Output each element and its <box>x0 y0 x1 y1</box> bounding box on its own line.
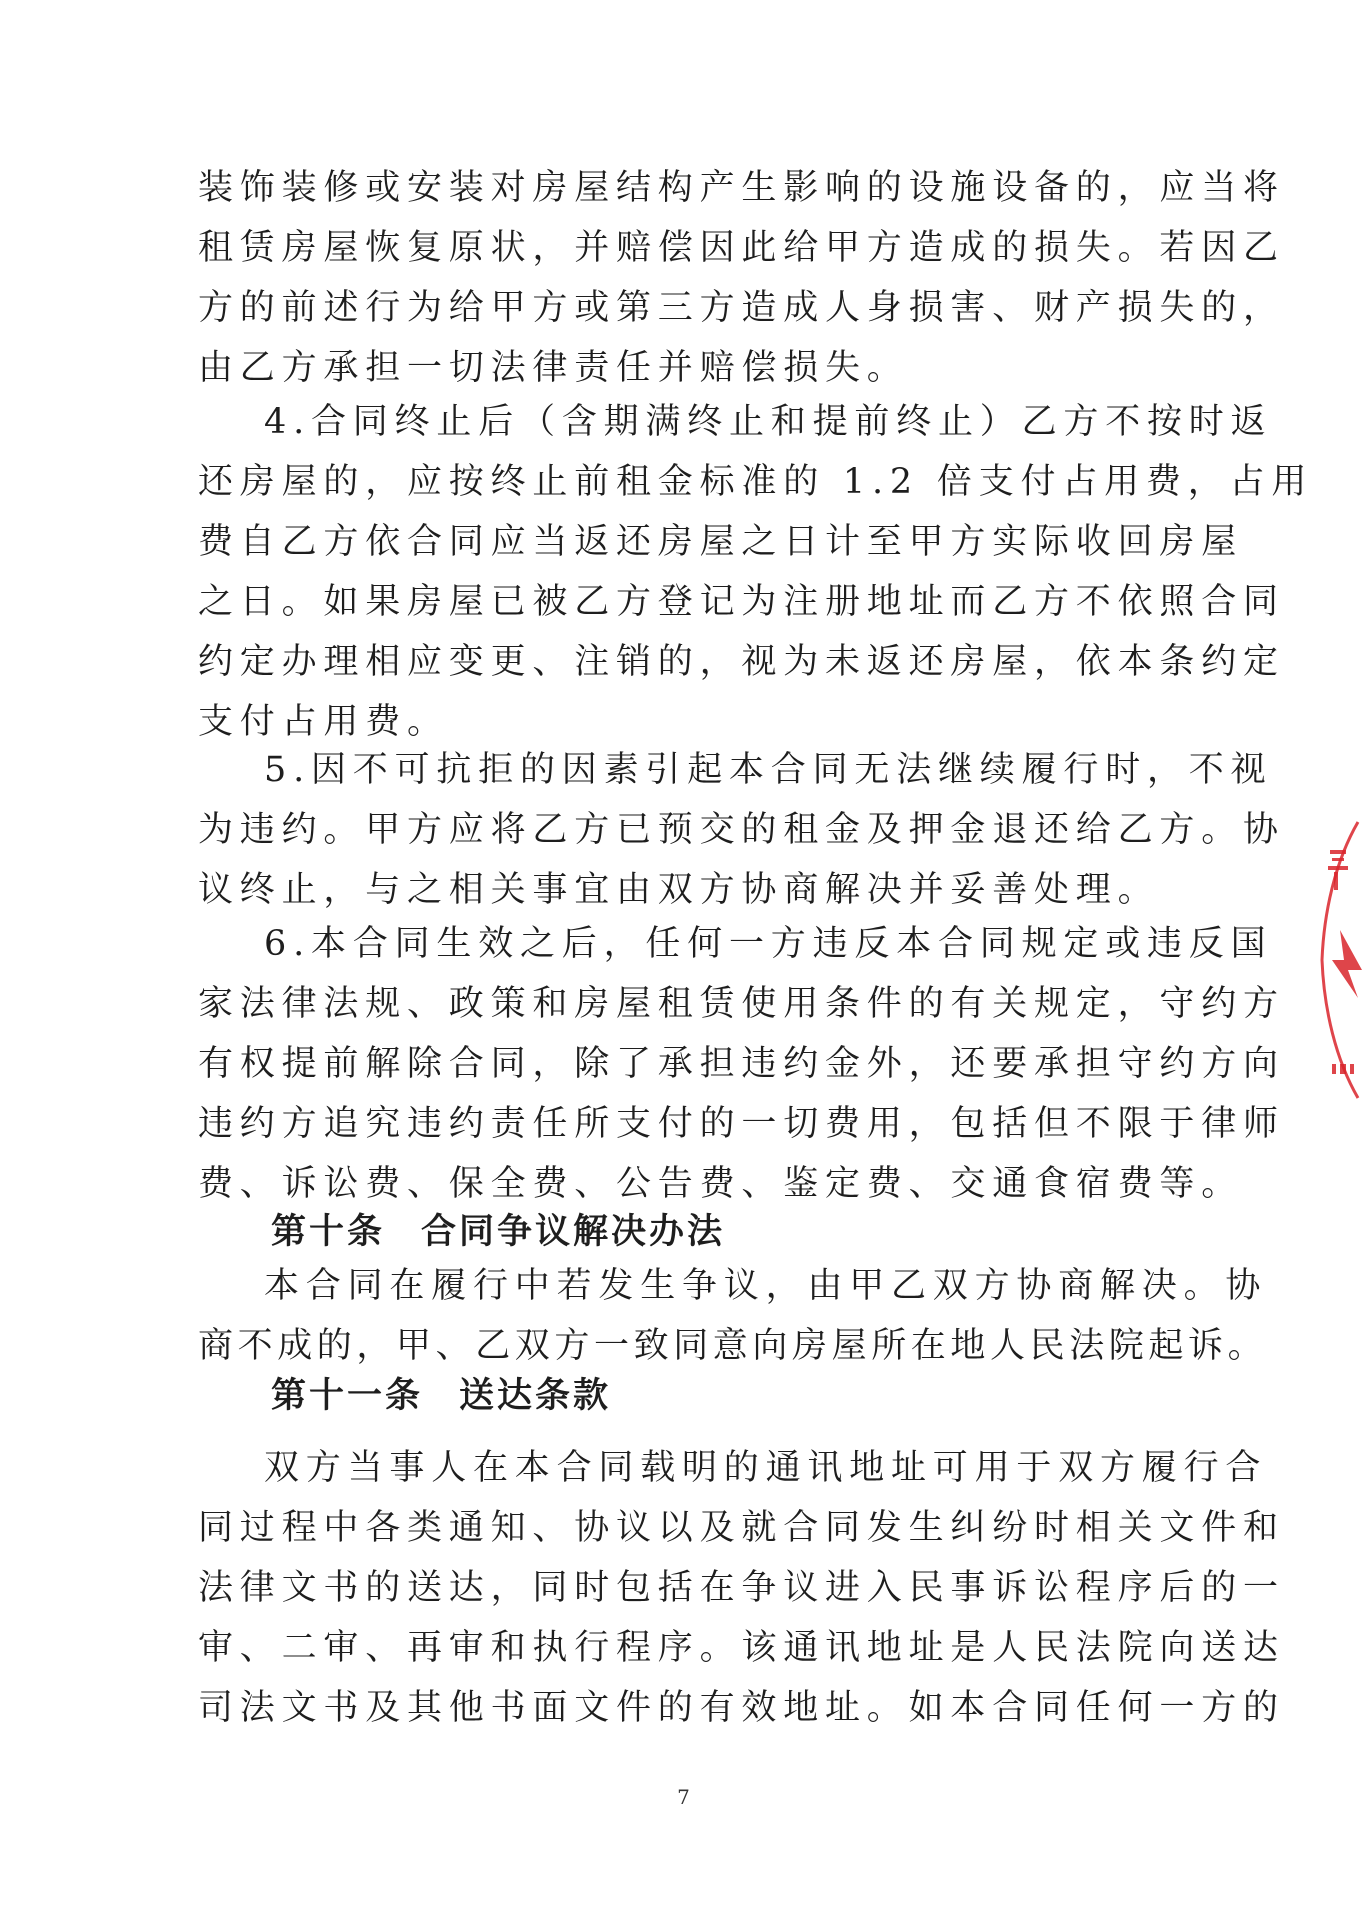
text-line: 6.本合同生效之后，任何一方违反本合同规定或违反国 <box>264 924 1273 964</box>
article-11-title: 送达条款 <box>459 1375 612 1416</box>
article-10-number: 第十条 <box>271 1211 386 1252</box>
paragraph-clause-3-continued <box>198 158 1285 398</box>
text-line: 装饰装修或安装对房屋结构产生影响的设施设备的，应当将 <box>198 168 1285 208</box>
text-line: 4.合同终止后（含期满终止和提前终止）乙方不按时返 <box>264 402 1273 442</box>
paragraph-clause-5 <box>198 740 1285 920</box>
text-line: 5.因不可抗拒的因素引起本合同无法继续履行时，不视 <box>264 750 1273 790</box>
text-line: 之日。如果房屋已被乙方登记为注册地址而乙方不依照合同 <box>198 582 1285 622</box>
text-line: 本合同在履行中若发生争议，由甲乙双方协商解决。协 <box>264 1266 1268 1306</box>
text-line: 商不成的，甲、乙双方一致同意向房屋所在地人民法院起诉。 <box>198 1326 1268 1366</box>
text-line: 由乙方承担一切法律责任并赔偿损失。 <box>198 348 909 388</box>
article-11-heading <box>271 1366 611 1426</box>
text-line: 家法律法规、政策和房屋租赁使用条件的有关规定，守约方 <box>198 984 1285 1024</box>
text-line: 议终止，与之相关事宜由双方协商解决并妥善处理。 <box>198 870 1160 910</box>
article-10-heading <box>271 1202 725 1262</box>
seal-stamp-fragment <box>1318 820 1367 1100</box>
text-line: 还房屋的，应按终止前租金标准的 1.2 倍支付占用费，占用 <box>198 462 1314 502</box>
text-line: 费、诉讼费、保全费、公告费、鉴定费、交通食宿费等。 <box>198 1164 1244 1204</box>
text-line: 方的前述行为给甲方或第三方造成人身损害、财产损失的， <box>198 288 1285 328</box>
text-line: 为违约。甲方应将乙方已预交的租金及押金退还给乙方。协 <box>198 810 1285 850</box>
text-line: 法律文书的送达，同时包括在争议进入民事诉讼程序后的一 <box>198 1568 1285 1608</box>
paragraph-article-10 <box>198 1256 1268 1376</box>
text-line: 司法文书及其他书面文件的有效地址。如本合同任何一方的 <box>198 1688 1285 1728</box>
text-line: 双方当事人在本合同载明的通讯地址可用于双方履行合 <box>264 1448 1268 1488</box>
text-line: 同过程中各类通知、协议以及就合同发生纠纷时相关文件和 <box>198 1508 1285 1548</box>
text-line: 费自乙方依合同应当返还房屋之日计至甲方实际收回房屋 <box>198 522 1244 562</box>
text-line: 约定办理相应变更、注销的，视为未返还房屋，依本条约定 <box>198 642 1285 682</box>
page-number: 7 <box>677 1785 690 1809</box>
text-line: 审、二审、再审和执行程序。该通讯地址是人民法院向送达 <box>198 1628 1285 1668</box>
article-11-number: 第十一条 <box>271 1375 424 1416</box>
paragraph-clause-4 <box>198 392 1314 752</box>
text-line: 违约方追究违约责任所支付的一切费用，包括但不限于律师 <box>198 1104 1285 1144</box>
paragraph-clause-6 <box>198 914 1285 1214</box>
text-line: 支付占用费。 <box>198 702 449 742</box>
text-line: 租赁房屋恢复原状，并赔偿因此给甲方造成的损失。若因乙 <box>198 228 1285 268</box>
text-line: 有权提前解除合同，除了承担违约金外，还要承担守约方向 <box>198 1044 1285 1084</box>
paragraph-article-11 <box>198 1438 1285 1738</box>
article-10-title: 合同争议解决办法 <box>421 1211 726 1252</box>
